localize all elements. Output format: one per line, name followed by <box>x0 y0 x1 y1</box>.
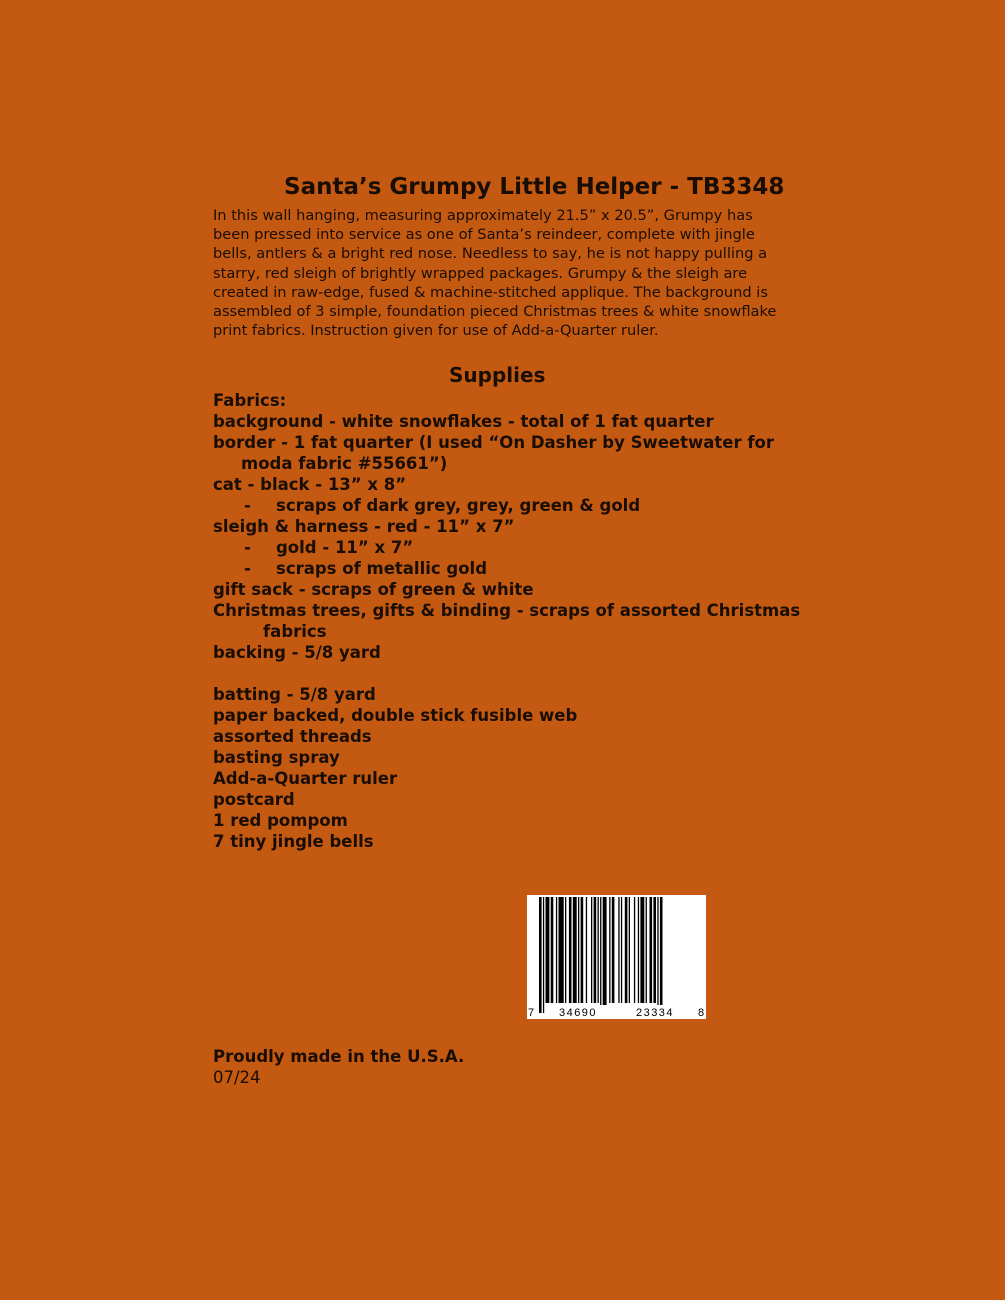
barcode-bar <box>625 897 628 1003</box>
list-item: background - white snowflakes - total of 1 fat quarter <box>213 412 714 431</box>
list-item: sleigh & harness - red - 11” x 7” <box>213 517 515 536</box>
description-line: assembled of 3 simple, foundation pieced Christmas trees & white snowflake <box>213 303 777 321</box>
list-item <box>213 495 800 516</box>
barcode-bars <box>539 897 663 1013</box>
barcode-digit-last: 8 <box>697 1007 705 1019</box>
fabrics-label: Fabrics: <box>213 391 287 410</box>
barcode-bar <box>556 897 557 1003</box>
barcode-bar <box>621 897 622 1003</box>
list-item: 1 red pompom <box>213 811 348 830</box>
supplies-heading: Supplies <box>449 363 546 387</box>
barcode-bar <box>629 897 630 1003</box>
list-item: Add-a-Quarter ruler <box>213 769 398 788</box>
list-item: postcard <box>213 790 295 809</box>
barcode-bar <box>650 897 653 1003</box>
barcode-bar <box>594 897 597 1003</box>
barcode-bar <box>569 897 572 1003</box>
barcode-bar <box>573 897 577 1003</box>
barcode-bar <box>660 897 663 1013</box>
barcode-bar <box>653 897 656 1003</box>
made-in-usa: Proudly made in the U.S.A. <box>213 1047 465 1066</box>
list-item: basting spray <box>213 748 340 767</box>
list-item: cat - black - 13” x 8” <box>213 475 407 494</box>
barcode-bar <box>603 897 607 1013</box>
barcode-digits-left: 34690 <box>558 1007 598 1019</box>
barcode-bar <box>539 897 542 1013</box>
barcode-bar <box>581 897 584 1003</box>
barcode-bar <box>640 897 644 1003</box>
description-line: starry, red sleigh of brightly wrapped packages. Grumpy & the sleigh are <box>213 264 748 282</box>
barcode-bar <box>646 897 647 1003</box>
barcode-bar <box>586 897 587 1003</box>
barcode <box>527 895 706 1019</box>
barcode-bar <box>546 897 550 1003</box>
list-item: border - 1 fat quarter (I used “On Dasher by Sweetwater for <box>213 433 774 452</box>
barcode-bar <box>543 897 544 1013</box>
barcode-bar <box>551 897 554 1003</box>
list-item: backing - 5/8 yard <box>213 643 381 662</box>
barcode-digit-first: 7 <box>527 1007 535 1019</box>
description <box>213 206 798 340</box>
list-item: batting - 5/8 yard <box>213 685 376 704</box>
barcode-bar <box>565 897 566 1003</box>
list-item <box>213 558 800 579</box>
supplies-list <box>213 390 800 852</box>
list-item: assorted threads <box>213 727 372 746</box>
barcode-digits-right: 23334 <box>635 1007 675 1019</box>
dash: - <box>244 559 251 578</box>
barcode-bar <box>600 897 601 1013</box>
barcode-bar <box>638 897 639 1003</box>
description-line: In this wall hanging, measuring approximately 21.5” x 20.5”, Grumpy has <box>213 207 753 224</box>
barcode-bar <box>618 897 619 1003</box>
list-item-text: scraps of dark grey, grey, green & gold <box>276 496 641 515</box>
page-title: Santa’s Grumpy Little Helper - TB3348 <box>284 174 785 200</box>
list-item: 7 tiny jingle bells <box>213 832 374 851</box>
list-item-text: gold - 11” x 7” <box>276 538 414 557</box>
print-date: 07/24 <box>213 1068 261 1087</box>
dash: - <box>244 538 251 557</box>
list-item-text: scraps of metallic gold <box>276 559 488 578</box>
list-item <box>213 537 800 558</box>
spacer <box>213 663 800 684</box>
barcode-bar <box>578 897 579 1003</box>
barcode-bar <box>598 897 599 1003</box>
list-item: fabrics <box>263 622 327 641</box>
barcode-bar <box>609 897 610 1003</box>
barcode-bar <box>591 897 592 1003</box>
footer <box>213 1046 464 1088</box>
list-item: paper backed, double stick fusible web <box>213 706 578 725</box>
description-line: print fabrics. Instruction given for use of Add-a-Quarter ruler. <box>213 322 659 340</box>
barcode-bar <box>657 897 658 1013</box>
description-line: been pressed into service as one of Santa’s reindeer, complete with jingle <box>213 226 755 244</box>
description-line: created in raw-edge, fused & machine-stitched applique. The background is <box>213 283 768 301</box>
dash: - <box>244 496 251 515</box>
barcode-graphic <box>527 895 706 1019</box>
barcode-bar <box>634 897 635 1003</box>
barcode-bar <box>612 897 615 1003</box>
list-item: Christmas trees, gifts & binding - scraps of assorted Christmas <box>213 601 801 620</box>
list-item: moda fabric #55661”) <box>241 454 448 473</box>
barcode-bar <box>559 897 564 1003</box>
description-line: bells, antlers & a bright red nose. Needless to say, he is not happy pulling a <box>213 245 768 263</box>
list-item: gift sack - scraps of green & white <box>213 580 534 599</box>
